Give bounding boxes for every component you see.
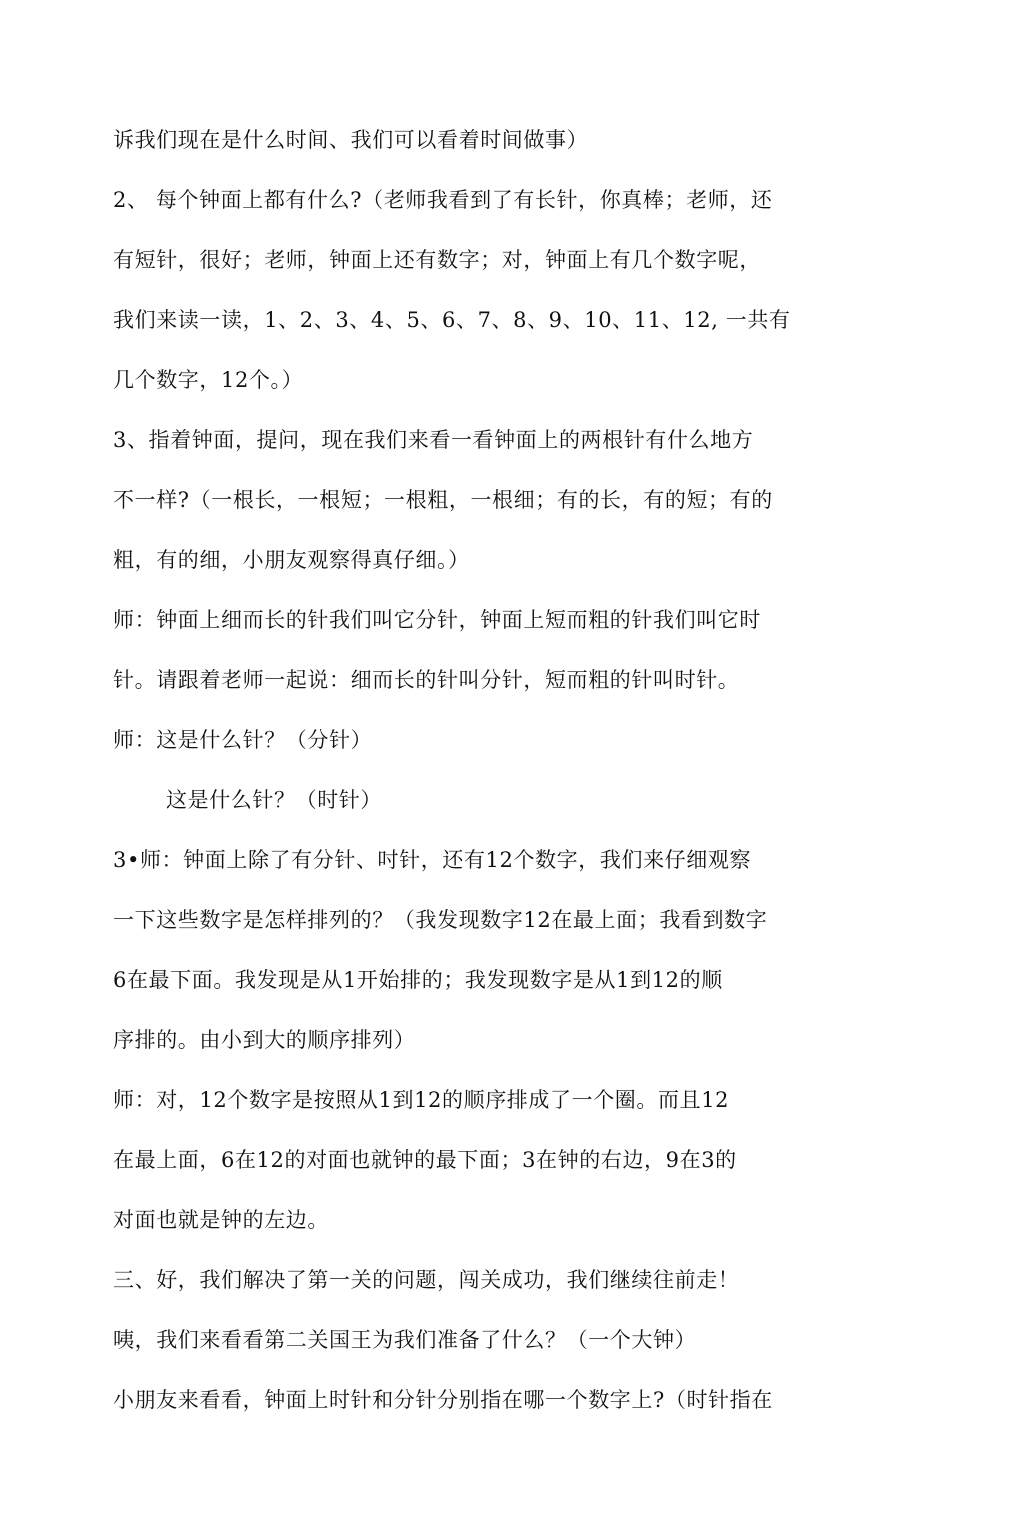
- text-line-10: 针。请跟着老师一起说：细而长的针叫分针，短而粗的针叫时针。: [113, 668, 740, 692]
- text-line-14: 一下这些数字是怎样排列的？（我发现数字12在最上面；我看到数字: [113, 908, 768, 932]
- text-line-15: 6在最下面。我发现是从1开始排的；我发现数字是从1到12的顺: [113, 968, 723, 992]
- text-line-7: 不一样?（一根长，一根短；一根粗，一根细；有的长，有的短；有的: [113, 488, 773, 512]
- text-line-17: 师：对，12个数字是按照从1到12的顺序排成了一个圈。而且12: [113, 1088, 730, 1112]
- text-line-16: 序排的。由小到大的顺序排列）: [113, 1028, 416, 1052]
- text-line-8: 粗，有的细，小朋友观察得真仔细。）: [113, 548, 470, 572]
- text-line-21: 咦，我们来看看第二关国王为我们准备了什么？（一个大钟）: [113, 1328, 697, 1352]
- text-line-11: 师：这是什么针？（分针）: [113, 728, 373, 752]
- text-line-2: 2、 每个钟面上都有什么?（老师我看到了有长针，你真棒；老师，还: [113, 188, 773, 212]
- text-line-19: 对面也就是钟的左边。: [113, 1208, 329, 1232]
- text-line-4: 我们来读一读，1、2、3、4、5、6、7、8、9、10、11、12, 一共有: [113, 308, 791, 332]
- text-line-6: 3、指着钟面，提问，现在我们来看一看钟面上的两根针有什么地方: [113, 428, 754, 452]
- text-line-3: 有短针，很好；老师，钟面上还有数字；对，钟面上有几个数字呢，: [113, 248, 761, 272]
- text-line-13: 3•师：钟面上除了有分针、吋针，还有12个数字，我们来仔细观察: [113, 848, 752, 872]
- text-line-18: 在最上面，6在12的对面也就钟的最下面；3在钟的右边，9在3的: [113, 1148, 737, 1172]
- text-line-22: 小朋友来看看，钟面上时针和分针分别指在哪一个数字上?（时针指在: [113, 1388, 773, 1412]
- text-line-5: 几个数字，12个。）: [113, 368, 304, 392]
- text-line-20: 三、好，我们解决了第一关的问题，闯关成功，我们继续往前走！: [113, 1268, 740, 1292]
- text-line-1: 诉我们现在是什么时间、我们可以看着时间做事）: [113, 128, 589, 152]
- text-line-12: 这是什么针？（时针）: [166, 788, 382, 812]
- text-line-9: 师：钟面上细而长的针我们叫它分针，钟面上短而粗的针我们叫它时: [113, 608, 761, 632]
